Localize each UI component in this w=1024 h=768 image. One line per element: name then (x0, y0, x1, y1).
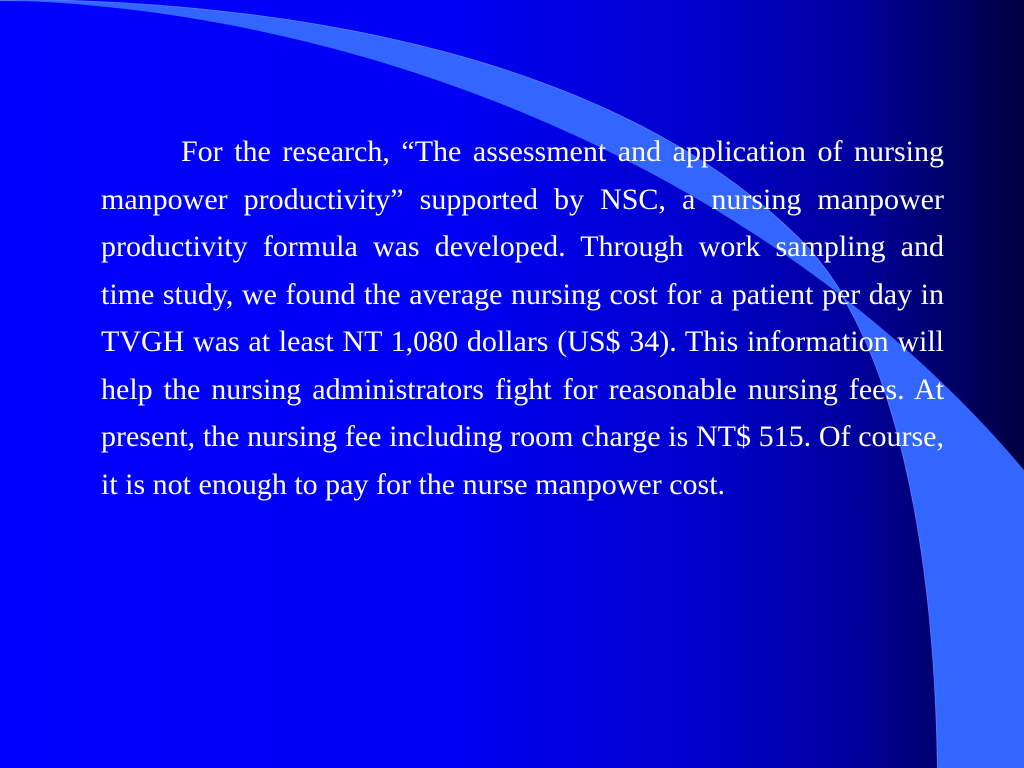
slide-body-text: For the research, “The assessment and application of nursing manpower productivity” supported by NSC, a nursing manpower productivity formula was developed. Through work sampling and time study, we found the average nursing cost for a patient per day in TVGH was at least NT 1,080 dollars (US$ 34). This information will help the nursing administrators fight for reasonable nursing fees. At present, the nursing fee including room charge is NT$ 515. Of course, it is not enough to pay for the nurse manpower cost. (101, 135, 944, 501)
